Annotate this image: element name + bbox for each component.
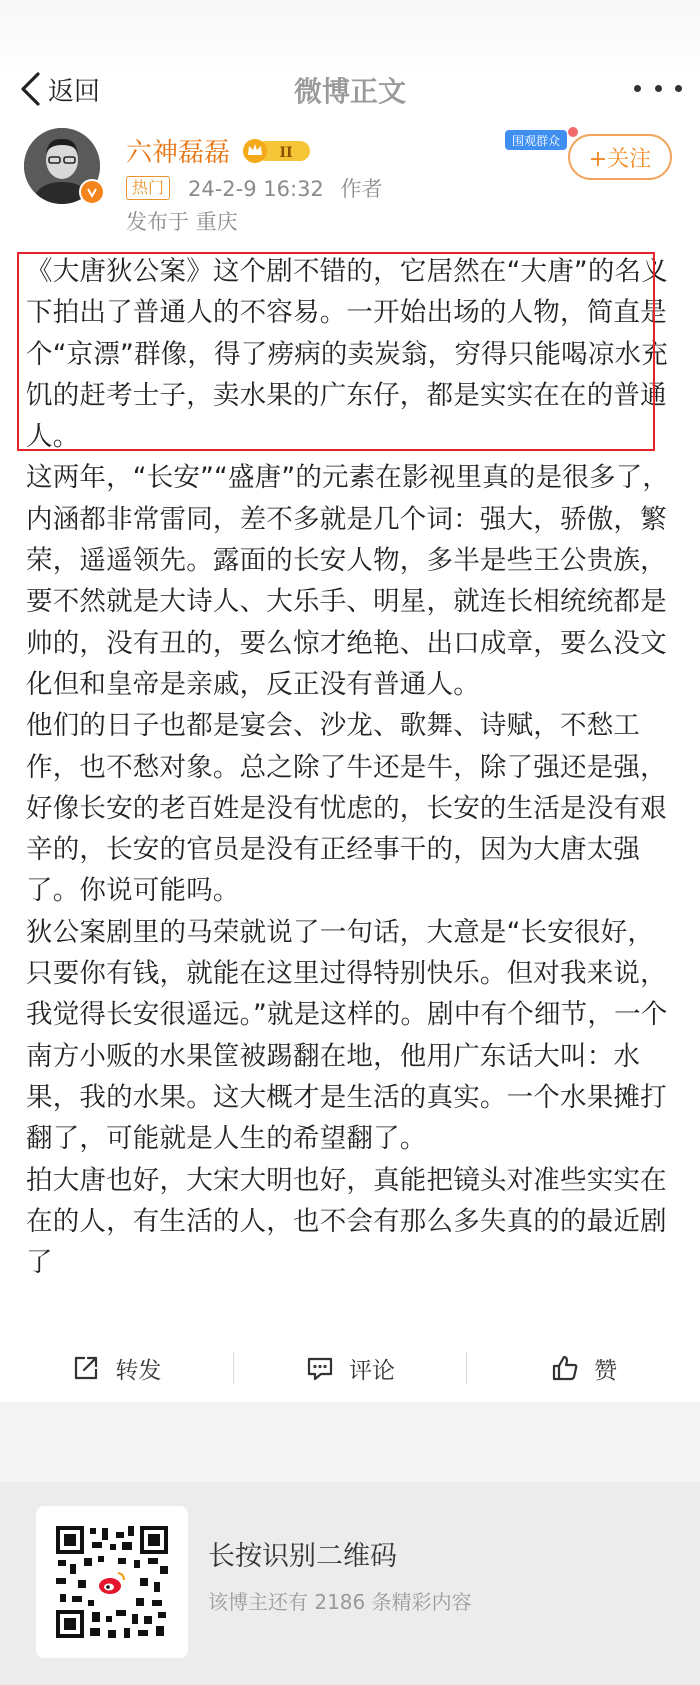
author-role: 作者 (340, 177, 383, 201)
section-gap (0, 1402, 700, 1482)
post-content (26, 251, 676, 1283)
comment-label: 评论 (349, 1357, 395, 1384)
hot-tag: 热门 (126, 176, 170, 200)
qr-code-image (54, 1524, 170, 1640)
post-paragraph: 这两年，“长安”“盛唐”的元素在影视里真的是很多了，内涵都非常雷同，差不多就是几个词：强大，骄傲，繁荣，遥遥领先。露面的长安人物，多半是些王公贵族，要不然就是大诗人、大乐手、明星，就连长相统统都是帅的，没有丑的，要么惊才绝艳、出口成章，要么没文化但和皇帝是亲戚，反正没有普通人。 (26, 462, 670, 700)
post-paragraph: 他们的日子也都是宴会、沙龙、歌舞、诗赋，不愁工作，也不愁对象。总之除了牛还是牛，除了强还是强，好像长安的老百姓是没有忧虑的，长安的生活是没有艰辛的，长安的官员是没有正经事干的，因为大唐太强了。你说可能吗。 (26, 710, 667, 907)
repost-button[interactable] (0, 1334, 233, 1402)
action-bar (0, 1334, 700, 1402)
repost-label: 转发 (115, 1357, 162, 1384)
dot-icon (634, 85, 641, 92)
page-title: 微博正文 (293, 75, 406, 108)
thumbs-up-icon (550, 1353, 580, 1383)
qr-title: 长按识别二维码 (208, 1541, 397, 1572)
dot-icon (675, 85, 682, 92)
vip-crown-icon (242, 138, 312, 164)
post-time: 24-2-9 16:32 (188, 177, 324, 201)
qr-footer (0, 1482, 700, 1685)
qr-code[interactable] (36, 1506, 188, 1658)
post-paragraph: 狄公案剧里的马荣就说了一句话，大意是“长安很好，只要你有钱，就能在这里过得特别快乐。但对我来说，我觉得长安很遥远。”就是这样的。剧中有个细节，一个南方小贩的水果筐被踢翻在地，他用广东话大叫：水果，我的水果。这大概才是生活的真实。一个水果摊打翻了，可能就是人生的希望翻了。 (26, 916, 668, 1155)
comment-icon (305, 1353, 335, 1383)
more-options-button[interactable] (634, 78, 682, 98)
like-button[interactable] (467, 1334, 700, 1402)
post-paragraph: 《大唐狄公案》这个剧不错的，它居然在“大唐”的名义下拍出了普通人的不容易。一开始出场的人物，简直是个“京漂”群像，得了痨病的卖炭翁，穷得只能喝凉水充饥的赶考士子，卖水果的广东仔，都是实实在在的普通人。 (26, 256, 668, 453)
back-label: 返回 (48, 76, 101, 107)
follow-button[interactable]: +关注 (568, 134, 672, 180)
qr-subtitle: 该博主还有 2186 条精彩内容 (208, 1590, 472, 1614)
post-meta (188, 173, 382, 203)
post-location: 发布于 重庆 (126, 210, 238, 234)
author-name[interactable]: 六神磊磊 (126, 138, 231, 168)
vip-level: II (279, 145, 293, 161)
verified-badge-icon (79, 179, 105, 205)
comment-button[interactable] (234, 1334, 467, 1402)
post-paragraph: 拍大唐也好，大宋大明也好，真能把镜头对准些实实在在的人，有生活的人，也不会有那么多失真的的最近剧了 (26, 1164, 667, 1279)
like-label: 赞 (594, 1357, 618, 1384)
nav-bar (0, 0, 700, 128)
repost-icon (71, 1353, 101, 1383)
dot-icon (655, 85, 662, 92)
decor-tag-label: 围观群众 (511, 134, 561, 148)
